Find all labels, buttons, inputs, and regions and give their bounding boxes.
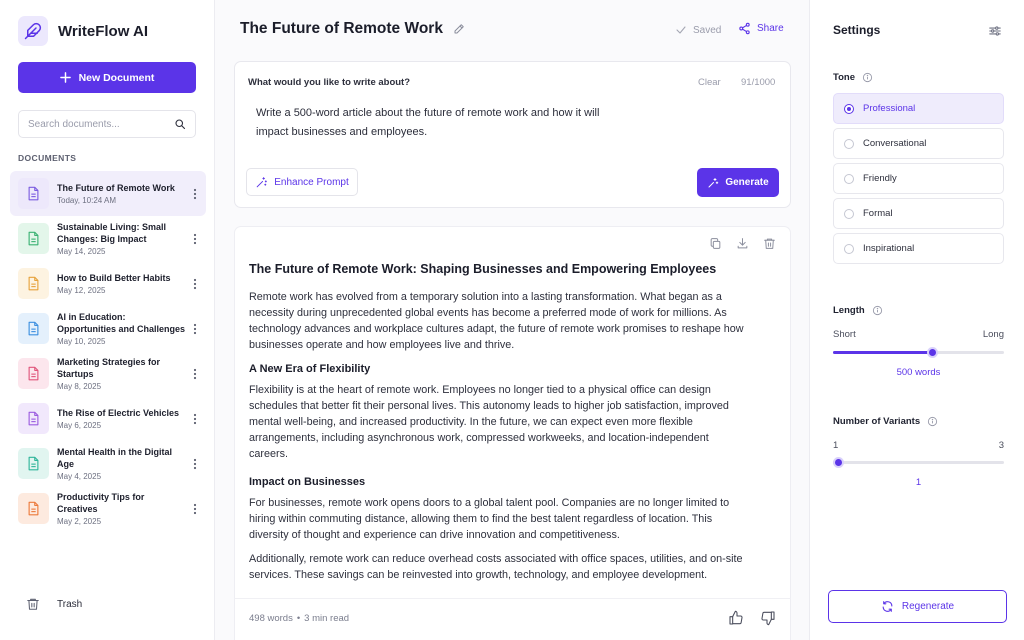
article-section-heading: Impact on Businesses [249, 476, 366, 488]
word-count: 498 words [249, 613, 293, 624]
radio-button[interactable] [844, 244, 854, 254]
search-input[interactable] [28, 119, 174, 130]
document-list-item[interactable] [10, 396, 206, 441]
info-icon[interactable] [862, 72, 873, 83]
more-vertical-icon[interactable] [190, 500, 200, 518]
trash-label: Trash [57, 598, 83, 610]
tone-option-label: Friendly [863, 173, 897, 184]
share-label: Share [757, 23, 784, 34]
document-text [57, 356, 185, 391]
radio-button[interactable] [844, 139, 854, 149]
generate-button[interactable] [697, 168, 779, 197]
length-slider-fill [833, 351, 932, 354]
thumbs-up-icon[interactable] [728, 610, 744, 626]
document-text [57, 182, 185, 205]
variants-min-label: 1 [833, 440, 839, 451]
variants-value: 1 [915, 477, 922, 488]
document-date: Today, 10:24 AM [57, 196, 116, 205]
radio-button[interactable] [844, 104, 854, 114]
sidebar [0, 0, 215, 640]
document-icon [18, 268, 49, 299]
prompt-input[interactable]: Write a 500-word article about the future of remote work and how it will impact businesses and employees. [256, 107, 600, 138]
tone-option-label: Professional [863, 103, 916, 114]
length-label-row [833, 305, 883, 316]
regenerate-button[interactable] [828, 590, 1007, 623]
trash-icon [26, 597, 40, 611]
article-toolbar [695, 237, 776, 250]
document-text [57, 446, 185, 481]
document-icon [18, 178, 49, 209]
check-icon [675, 24, 687, 36]
length-value: 500 words [896, 367, 941, 378]
sliders-icon[interactable] [988, 24, 1002, 38]
document-header [240, 20, 465, 38]
document-text [57, 407, 185, 430]
document-list-item[interactable] [10, 351, 206, 396]
document-list-item[interactable] [10, 306, 206, 351]
document-list-item[interactable] [10, 171, 206, 216]
document-date: May 6, 2025 [57, 421, 102, 430]
document-title: Marketing Strategies for Startups [57, 357, 161, 379]
length-slider[interactable] [833, 351, 1004, 354]
variants-slider-handle[interactable] [833, 457, 844, 468]
length-slider-handle[interactable] [927, 347, 938, 358]
pencil-icon[interactable] [453, 23, 465, 35]
settings-title: Settings [833, 23, 881, 37]
info-icon[interactable] [927, 416, 938, 427]
page-title[interactable]: The Future of Remote Work [240, 20, 443, 37]
trash-link[interactable] [26, 597, 82, 611]
tone-option-label: Formal [863, 208, 893, 219]
new-document-button[interactable] [18, 62, 196, 93]
document-list-item[interactable] [10, 486, 206, 531]
tone-option[interactable] [833, 198, 1004, 229]
character-count: 91/1000 [741, 77, 776, 88]
document-text [57, 221, 185, 256]
tone-option[interactable] [833, 93, 1004, 124]
prompt-question: What would you like to write about? [248, 77, 411, 88]
tone-option[interactable] [833, 128, 1004, 159]
document-icon [18, 223, 49, 254]
copy-icon[interactable] [709, 237, 722, 250]
length-slider-labels [833, 329, 1004, 340]
search-icon[interactable] [174, 118, 186, 130]
tone-option[interactable] [833, 233, 1004, 264]
document-date: May 10, 2025 [57, 337, 106, 346]
editor [215, 0, 809, 640]
regenerate-label: Regenerate [901, 601, 955, 612]
document-list-item[interactable] [10, 261, 206, 306]
variants-label-row [833, 416, 938, 427]
document-date: May 2, 2025 [57, 517, 102, 526]
document-title: The Future of Remote Work [57, 183, 175, 193]
article-paragraph: Flexibility is at the heart of remote work. Employees no longer tied to a physical office can design schedules that better fit their personal lives. This autonomy leads to higher job satisfaction, improved mental well-being, and increased productivity. In the future, we can expect even more flexible arrangements, including asynchronous work, compressed workweeks, and location-independent careers. [249, 384, 729, 460]
info-icon[interactable] [872, 305, 883, 316]
tone-label-row [833, 72, 873, 83]
document-icon [18, 448, 49, 479]
more-vertical-icon[interactable] [190, 320, 200, 338]
thumbs-down-icon[interactable] [760, 610, 776, 626]
document-list-item[interactable] [10, 216, 206, 261]
enhance-prompt-label: Enhance Prompt [274, 176, 349, 188]
document-icon [18, 403, 49, 434]
article-paragraph: For businesses, remote work opens doors to a global talent pool. Companies are no longer limited to hiring within commuting distance, allowing them to find the best talent regardless of location. This diversity of thought and experience can drive innovation and competitiveness. [249, 497, 730, 541]
documents-heading: DOCUMENTS [18, 153, 77, 163]
tone-label: Tone [833, 72, 855, 83]
document-icon [18, 493, 49, 524]
length-min-label: Short [833, 329, 856, 340]
more-vertical-icon[interactable] [190, 410, 200, 428]
new-document-label: New Document [78, 71, 155, 84]
feedback-buttons [712, 610, 776, 626]
magic-wand-icon [255, 176, 268, 189]
share-button[interactable] [738, 22, 784, 35]
delete-icon[interactable] [763, 237, 776, 250]
more-vertical-icon[interactable] [190, 185, 200, 203]
more-vertical-icon[interactable] [190, 275, 200, 293]
radio-button[interactable] [844, 174, 854, 184]
document-date: May 8, 2025 [57, 382, 102, 391]
document-date: May 4, 2025 [57, 472, 102, 481]
brand[interactable] [18, 16, 148, 46]
tone-option-label: Conversational [863, 138, 927, 149]
document-title: The Rise of Electric Vehicles [57, 408, 180, 418]
plus-icon [60, 72, 71, 83]
document-list [10, 171, 206, 531]
article-title: The Future of Remote Work: Shaping Businesses and Empowering Employees [249, 262, 717, 276]
variants-max-label: 3 [998, 440, 1004, 451]
article-card [234, 226, 791, 598]
feather-icon [18, 16, 48, 46]
document-text [57, 272, 185, 295]
read-time: 3 min read [304, 613, 350, 624]
article-paragraph: Remote work has evolved from a temporary solution into a lasting transformation. What began as a necessity during unprecedented global events has become a preferred mode of work for millions. As technology advances and workplace cultures adapt, the future of remote work promises to reshape how businesses operate and how employees live and thrive. [249, 291, 744, 351]
clear-button[interactable]: Clear [698, 77, 721, 88]
tone-option-label: Inspirational [863, 243, 915, 254]
document-date: May 12, 2025 [57, 286, 106, 295]
download-icon[interactable] [736, 237, 749, 250]
variants-slider[interactable] [833, 461, 1004, 464]
article-section-heading: A New Era of Flexibility [249, 363, 371, 375]
prompt-card [234, 61, 791, 208]
generate-label: Generate [725, 177, 769, 188]
saved-status [675, 24, 721, 36]
document-date: May 14, 2025 [57, 247, 106, 256]
length-max-label: Long [982, 329, 1004, 340]
radio-button[interactable] [844, 209, 854, 219]
share-icon [738, 22, 751, 35]
saved-label: Saved [693, 24, 722, 36]
more-vertical-icon[interactable] [190, 365, 200, 383]
document-title: Productivity Tips for Creatives [57, 492, 145, 514]
document-list-item[interactable] [10, 441, 206, 486]
more-vertical-icon[interactable] [190, 230, 200, 248]
article-body[interactable] [249, 289, 749, 591]
app-name: WriteFlow AI [58, 22, 148, 40]
document-title: AI in Education: Opportunities and Challenges [57, 312, 186, 334]
document-title: How to Build Better Habits [57, 273, 171, 283]
sparkle-wand-icon [707, 177, 719, 189]
enhance-prompt-button[interactable] [246, 168, 358, 196]
variants-label: Number of Variants [833, 416, 921, 427]
document-text [57, 491, 185, 526]
refresh-icon [881, 600, 894, 613]
length-label: Length [833, 305, 865, 316]
variants-slider-labels [833, 440, 1004, 451]
document-title: Mental Health in the Digital Age [57, 447, 173, 469]
tone-option[interactable] [833, 163, 1004, 194]
settings-panel [809, 0, 1024, 640]
tone-options [833, 93, 1004, 268]
document-icon [18, 313, 49, 344]
search-box [18, 110, 196, 138]
more-vertical-icon[interactable] [190, 455, 200, 473]
document-icon [18, 358, 49, 389]
article-footer [234, 598, 791, 640]
document-title: Sustainable Living: Small Changes: Big Impact [57, 222, 167, 244]
document-text [57, 311, 185, 346]
article-paragraph: Additionally, remote work can reduce overhead costs associated with office spaces, utilities, and on-site services. These savings can be reinvested into growth, technology, and employee development. [249, 553, 743, 581]
article-stats: 498 words • 3 min read [249, 613, 350, 624]
